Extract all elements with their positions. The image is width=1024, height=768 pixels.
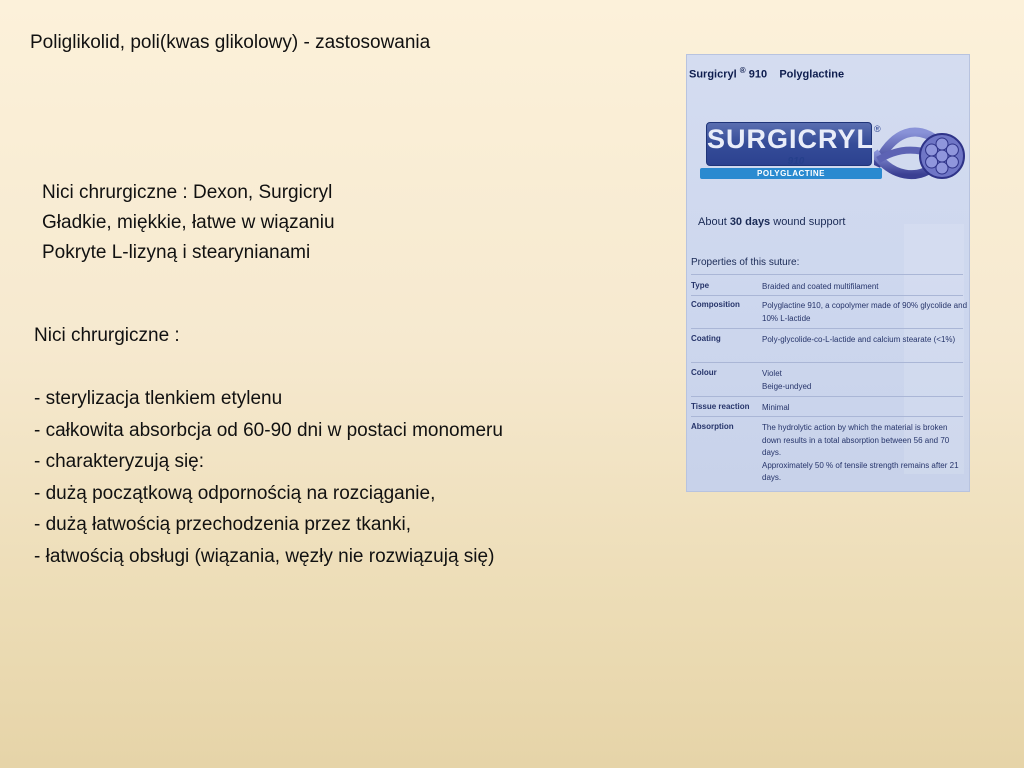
- divider: [691, 396, 963, 397]
- summary-line: Gładkie, miękkie, łatwe w wiązaniu: [42, 212, 335, 233]
- logo-number: 910: [787, 156, 805, 167]
- product-card: [686, 54, 970, 492]
- header-product-name: Polyglactine: [779, 68, 845, 81]
- logo-wordmark: SURGICRYL: [707, 124, 875, 154]
- features-heading: Nici chrurgiczne :: [34, 325, 180, 346]
- property-key: Coating: [691, 334, 721, 343]
- property-key: Tissue reaction: [691, 402, 750, 411]
- property-value: Braided and coated multifilament: [762, 282, 879, 291]
- card-header: [689, 66, 844, 81]
- slide-title: Poliglikolid, poli(kwas glikolowy) - zastosowania: [30, 32, 431, 53]
- property-key: Composition: [691, 300, 740, 309]
- property-value: Minimal: [762, 403, 790, 412]
- feature-item: - łatwością obsługi (wiązania, węzły nie rozwiązują się): [34, 545, 495, 567]
- summary-line: Nici chrurgiczne : Dexon, Surgicryl: [42, 182, 333, 203]
- divider: [691, 362, 963, 363]
- feature-item: - dużą łatwością przechodzenia przez tkanki,: [34, 514, 412, 535]
- about-prefix: About: [698, 216, 727, 228]
- feature-item: - charakteryzują się:: [34, 451, 205, 472]
- feature-item: - sterylizacja tlenkiem etylenu: [34, 388, 283, 409]
- summary-line: Pokryte L-lizyną i stearynianami: [42, 242, 311, 263]
- header-registered-mark: ®: [739, 66, 746, 75]
- header-number: 910: [748, 68, 768, 81]
- suture-strand-icon: [874, 118, 966, 190]
- property-value: Poly-glycolide-co-L-lactide and calcium stearate (<1%): [762, 335, 956, 344]
- feature-item: - całkowita absorbcja od 60-90 dni w postaci monomeru: [34, 419, 503, 441]
- divider: [691, 295, 963, 296]
- property-key: Colour: [691, 368, 717, 377]
- about-days: 30 days: [729, 216, 771, 228]
- divider: [691, 274, 963, 275]
- suture-features: [34, 320, 503, 572]
- feature-item: - dużą początkową odpornością na rozciąganie,: [34, 482, 436, 504]
- property-value: The hydrolytic action by which the material is broken down results in a total absorption between 56 and 70 days. Approximately 50 % of tensile strength remains after 21 days.: [762, 423, 959, 482]
- property-key: Absorption: [691, 422, 734, 431]
- logo-subtitle: POLYGLACTINE: [700, 168, 882, 179]
- property-key: Type: [691, 281, 710, 290]
- suture-summary: [42, 178, 335, 268]
- logo-registered-mark: ®: [874, 124, 881, 134]
- blank-line: [34, 352, 503, 384]
- divider: [691, 328, 963, 329]
- divider: [691, 416, 963, 417]
- properties-title: Properties of this suture:: [691, 257, 800, 268]
- header-brand: Surgicryl: [689, 68, 737, 81]
- property-value: Polyglactine 910, a copolymer made of 90% glycolide and 10% L-lactide: [762, 301, 968, 323]
- property-value: Violet Beige-undyed: [762, 369, 812, 391]
- wound-support-note: [698, 216, 845, 228]
- about-suffix: wound support: [773, 216, 846, 228]
